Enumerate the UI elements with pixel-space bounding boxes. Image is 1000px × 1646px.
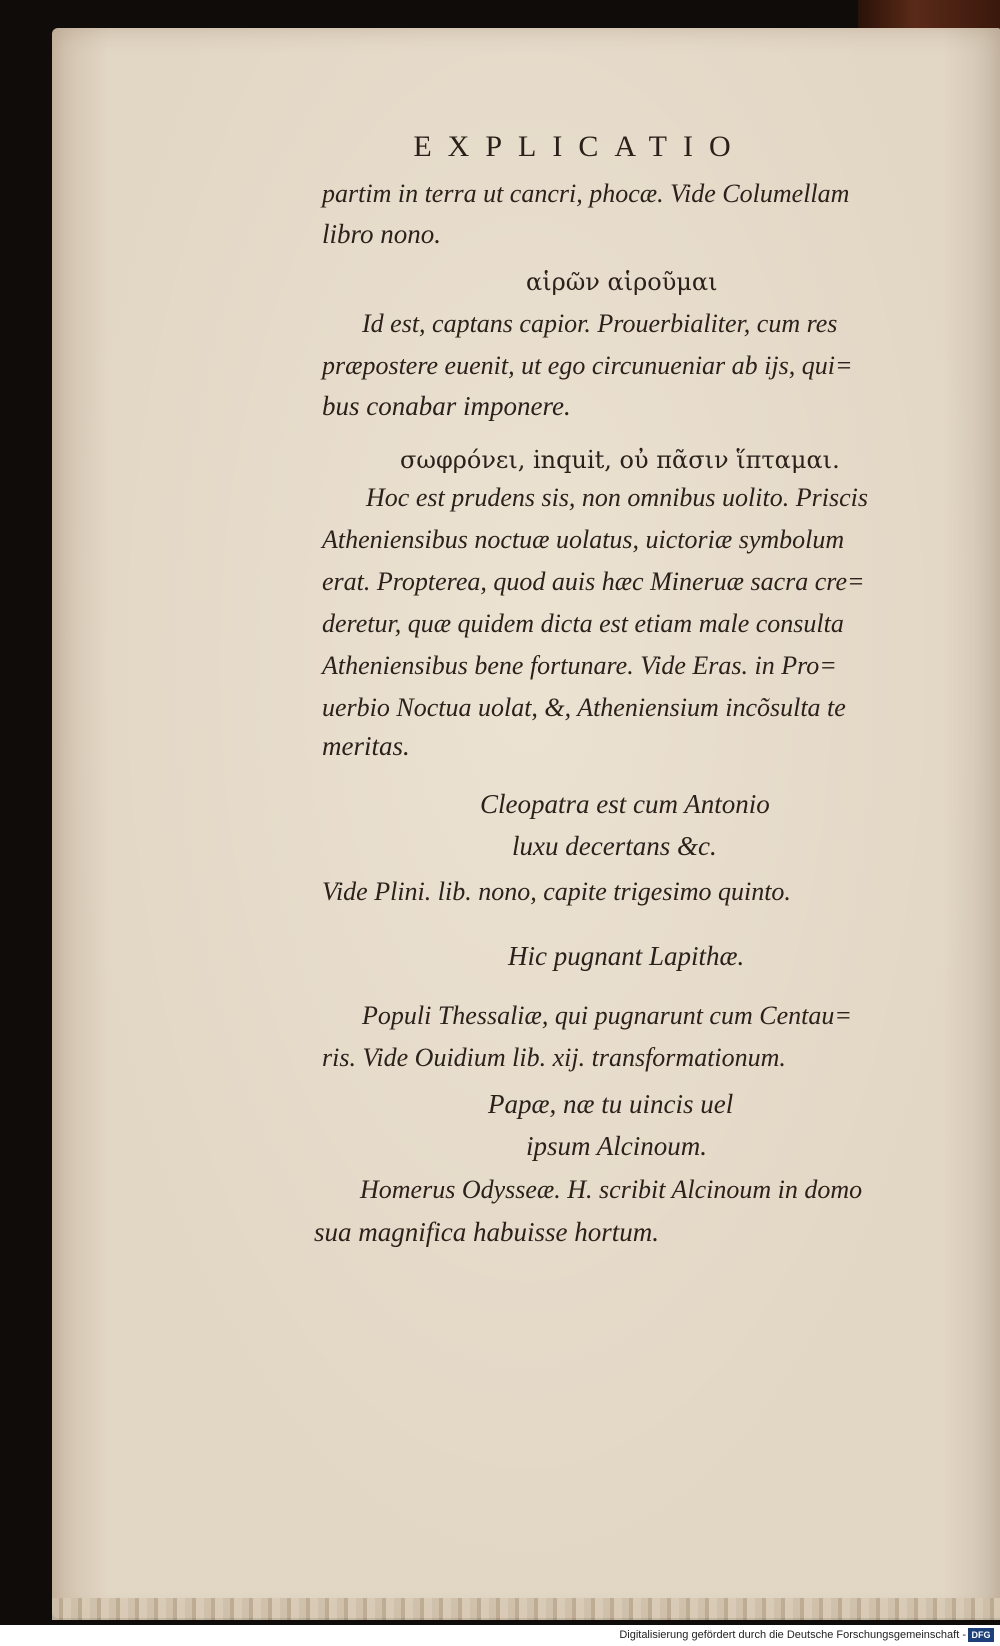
greek-heading: αἱρῶν αἱροῦμαι [526, 268, 718, 296]
text-line: libro nono. [322, 219, 442, 249]
text-line: Atheniensibus bene fortunare. Vide Eras. in Pro= [322, 651, 837, 680]
running-head: EXPLICATIO [413, 130, 747, 163]
text-line: erat. Propterea, quod auis hæc Mineruæ sacra cre= [322, 567, 865, 596]
text-line: Hoc est prudens sis, non omnibus uolito. Priscis [366, 483, 868, 512]
text-line: Populi Thessaliæ, qui pugnarunt cum Centau= [362, 1001, 852, 1030]
dfg-logo: DFG [968, 1628, 994, 1642]
text-line: Atheniensibus noctuæ uolatus, uictoriæ symbolum [322, 525, 845, 554]
verse-line: ipsum Alcinoum. [526, 1131, 707, 1161]
verse-line: Hic pugnant Lapithæ. [508, 941, 745, 971]
text-line: Homerus Odysseæ. H. scribit Alcinoum in domo [360, 1175, 863, 1204]
text-line: sua magnifica habuisse hortum. [314, 1217, 660, 1247]
greek-heading: σωφρόνει, inquit, οὐ πᾶσιν ἵπταμαι. [400, 446, 840, 474]
text-line: deretur, quæ quidem dicta est etiam male consulta [322, 609, 844, 638]
text-line: partim in terra ut cancri, phocæ. Vide Columellam [322, 179, 850, 208]
verse-line: luxu decertans &c. [512, 831, 717, 861]
text-line: bus conabar imponere. [322, 391, 571, 421]
verse-line: Papæ, næ tu uincis uel [488, 1089, 734, 1119]
funding-notice: Digitalisierung gefördert durch die Deutsche Forschungsgemeinschaft - [619, 1629, 966, 1641]
text-line: meritas. [322, 731, 410, 761]
page-bottom-edge [52, 1598, 1000, 1620]
text-line: ris. Vide Ouidium lib. xij. transformationum. [322, 1043, 786, 1072]
text-line: Vide Plini. lib. nono, capite trigesimo quinto. [322, 877, 791, 906]
text-line: præpostere euenit, ut ego circunueniar ab ijs, qui= [322, 351, 853, 380]
verse-line: Cleopatra est cum Antonio [480, 789, 770, 819]
text-line: uerbio Noctua uolat, &, Atheniensium incõsulta te [322, 693, 846, 722]
text-line: Id est, captans capior. Prouerbialiter, cum res [362, 309, 838, 338]
